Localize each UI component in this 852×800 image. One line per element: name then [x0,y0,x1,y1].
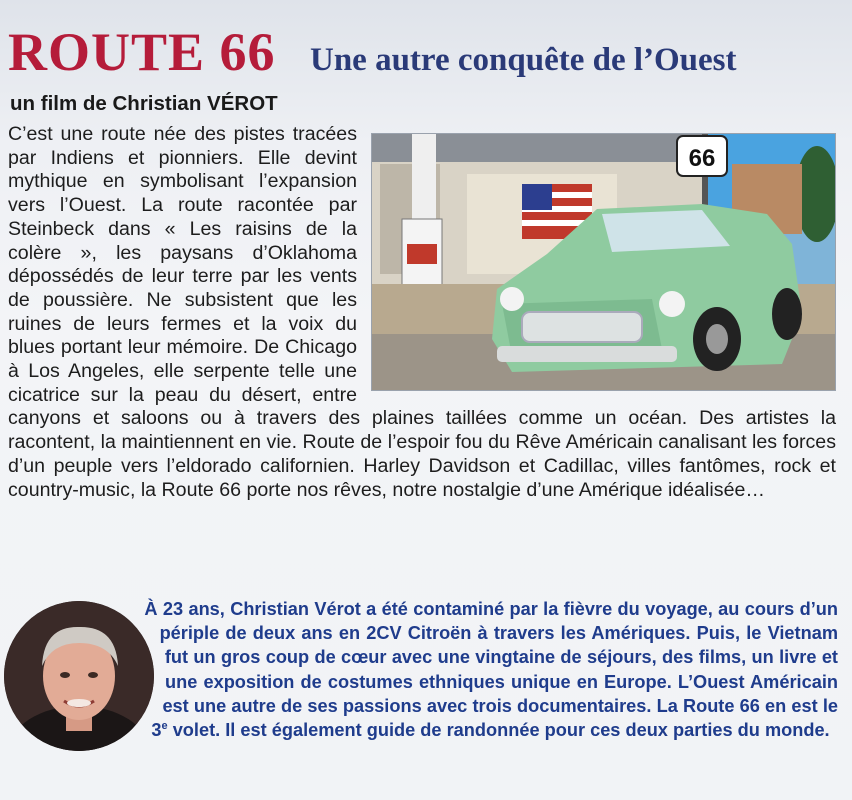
film-byline: un film de Christian VÉROT [10,92,278,115]
article-body-text: C’est une route née des pistes tracées par Indiens et pionniers. Elle devint mythique en symbolisant l’expansion vers l’Ouest. La route racontée par Steinbeck dans « Les raisins de la colère », les paysans d’Oklahoma dépossédés de leur terre par les vents de poussière. Ne subsistent que les ruines de leurs fermes et la voix du blues portant leur mémoire. De Chicago à Los Angeles, elle serpente telle une cicatrice sur la peau du désert, entre canyons et saloons ou à travers des plaines taillées comme un océan. Des artistes la racontent, la maintiennent en vie. Route de l’espoir fou du Rêve Américain canalisant les forces d’un peuple vers l’eldorado californien. Harley Davidson et Cadillac, villes fantômes, rock et country-music, la Route 66 porte nos rêves, notre nostalgie d’une Amérique idéalisée… [8,123,836,501]
director-portrait [4,601,154,751]
page-title: ROUTE 66 [8,22,276,82]
route66-truck-photo [371,133,836,391]
article-body [8,123,836,502]
page-subtitle: Une autre conquête de l’Ouest [310,42,737,78]
ordinal-superscript: e [161,719,168,732]
route66-sign-text: 66 [688,145,716,172]
bio-text-part2: volet. Il est également guide de randonnée pour ces deux parties du monde. [167,720,830,741]
director-bio [8,597,838,751]
bio-text-part1: À 23 ans, Christian Vérot a été contaminé par la fièvre du voyage, au cours d’un périple de deux ans en 2CV Citroën à travers les Amériques. Puis, le Vietnam fut un gros coup de cœur avec une vingtaine de séjours, des films, un livre et une exposition de costumes ethniques unique en Europe. L’Ouest Américain est une autre de ses passions avec trois documentaires. La Route 66 en est le 3 [144,599,838,741]
